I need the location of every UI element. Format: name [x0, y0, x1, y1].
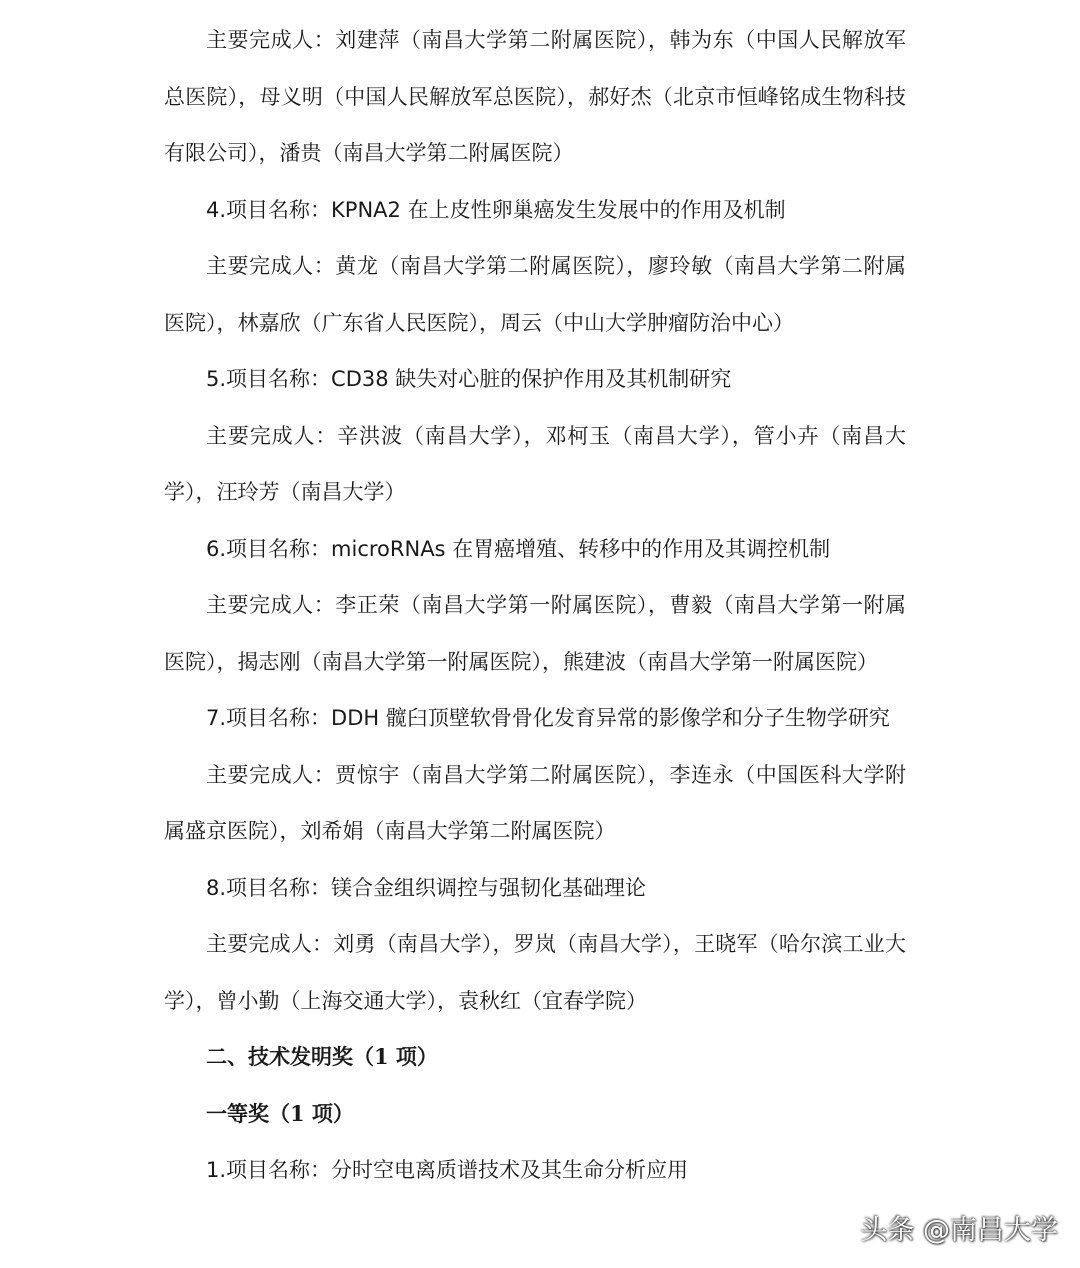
- subsection-heading-first-prize: 一等奖（1 项）: [206, 1100, 354, 1126]
- completers-paragraph-3: 主要完成人：刘建萍（南昌大学第二附属医院），韩为东（中国人民解放军总医院），母义明（中国人民解放军总医院），郝好杰（北京市恒峰铭成生物科技有限公司），潘贵（南昌大学第二附属医院）: [164, 28, 906, 165]
- completers-paragraph-8: 主要完成人：刘勇（南昌大学），罗岚（南昌大学），王晓军（哈尔滨工业大学），曾小勤（上海交通大学），袁秋红（宜春学院）: [164, 932, 906, 1013]
- completers-paragraph-6: 主要完成人：李正荣（南昌大学第一附属医院），曹毅（南昌大学第一附属医院），揭志刚（南昌大学第一附属医院），熊建波（南昌大学第一附属医院）: [164, 593, 906, 674]
- section-heading-tech-invention: 二、技术发明奖（1 项）: [206, 1044, 438, 1069]
- project-title-8: 8.项目名称：镁合金组织调控与强韧化基础理论: [206, 875, 647, 900]
- document-body: [164, 12, 906, 1199]
- project-title-4: 4.项目名称：KPNA2 在上皮性卵巢癌发生发展中的作用及机制: [206, 197, 786, 222]
- completers-paragraph-4: 主要完成人：黄龙（南昌大学第二附属医院），廖玲敏（南昌大学第二附属医院），林嘉欣（广东省人民医院），周云（中山大学肿瘤防治中心）: [164, 254, 906, 335]
- completers-paragraph-7: 主要完成人：贾惊宇（南昌大学第二附属医院），李连永（中国医科大学附属盛京医院），刘希娟（南昌大学第二附属医院）: [164, 762, 906, 843]
- project-title-tech-1: 1.项目名称：分时空电离质谱技术及其生命分析应用: [206, 1158, 689, 1182]
- project-title-5: 5.项目名称：CD38 缺失对心脏的保护作用及其机制研究: [206, 367, 732, 391]
- project-title-7: 7.项目名称：DDH 髋臼顶壁软骨骨化发育异常的影像学和分子生物学研究: [206, 706, 890, 730]
- completers-paragraph-5: 主要完成人：辛洪波（南昌大学），邓柯玉（南昌大学），管小卉（南昌大学），汪玲芳（南昌大学）: [164, 423, 906, 504]
- toutiao-watermark: 头条 @南昌大学: [860, 1215, 1058, 1246]
- project-title-6: 6.项目名称：microRNAs 在胃癌增殖、转移中的作用及其调控机制: [206, 536, 831, 561]
